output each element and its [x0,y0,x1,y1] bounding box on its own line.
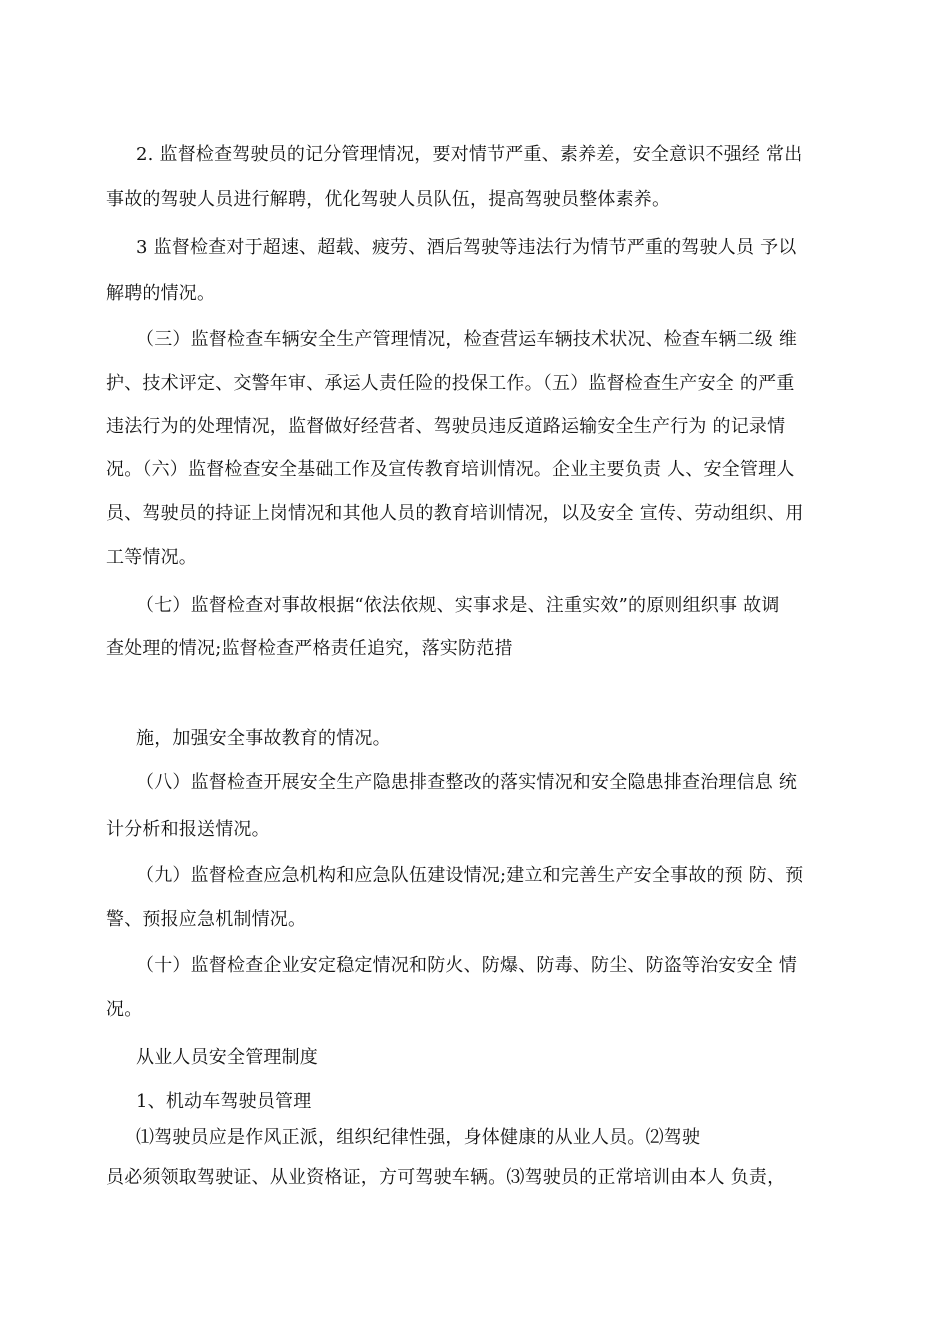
text-line: 况。 [106,999,143,1020]
text-line: 3 监督检查对于超速、超载、疲劳、酒后驾驶等违法行为情节严重的驾驶人员 予以 [136,237,797,258]
text-line: 警、预报应急机制情况。 [106,909,307,930]
text-line: （七）监督检查对事故根据“依法依规、实事求是、注重实效”的原则组织事 故调 [136,595,780,616]
section-heading: 从业人员安全管理制度 [136,1047,318,1068]
text-line: （八）监督检查开展安全生产隐患排查整改的落实情况和安全隐患排查治理信息 统 [136,772,798,793]
text-line: （十）监督检查企业安定稳定情况和防火、防爆、防毒、防尘、防盗等治安安全 情 [136,955,798,976]
text-line: 员、驾驶员的持证上岗情况和其他人员的教育培训情况，以及安全 宣传、劳动组织、用 [106,503,804,524]
text-line: 计分析和报送情况。 [106,819,270,840]
text-line: 事故的驾驶人员进行解聘，优化驾驶人员队伍，提高驾驶员整体素养。 [106,189,671,210]
text-line: 员必须领取驾驶证、从业资格证，方可驾驶车辆。⑶驾驶员的正常培训由本人 负责， [106,1167,786,1188]
text-line: 解聘的情况。 [106,283,216,304]
text-line: 工等情况。 [106,547,197,568]
text-line: 查处理的情况;监督检查严格责任追究，落实防范措 [106,638,513,659]
text-line: 施，加强安全事故教育的情况。 [136,728,391,749]
text-line: ⑴驾驶员应是作风正派，组织纪律性强，身体健康的从业人员。⑵驾驶 [136,1127,701,1148]
text-line: 2. 监督检查驾驶员的记分管理情况，要对情节严重、素养差，安全意识不强经 常出 [136,144,803,165]
text-line: （九）监督检查应急机构和应急队伍建设情况;建立和完善生产安全事故的预 防、预 [136,865,804,886]
text-line: （三）监督检查车辆安全生产管理情况，检查营运车辆技术状况、检查车辆二级 维 [136,329,798,350]
text-line: 护、技术评定、交警年审、承运人责任险的投保工作。（五）监督检查生产安全 的严重 [106,373,795,394]
text-line: 违法行为的处理情况，监督做好经营者、驾驶员违反道路运输安全生产行为 的记录情 [106,416,786,437]
text-line: 况。（六）监督检查安全基础工作及宣传教育培训情况。企业主要负责 人、安全管理人 [106,459,795,480]
subsection-heading: 1、机动车驾驶员管理 [136,1091,312,1112]
